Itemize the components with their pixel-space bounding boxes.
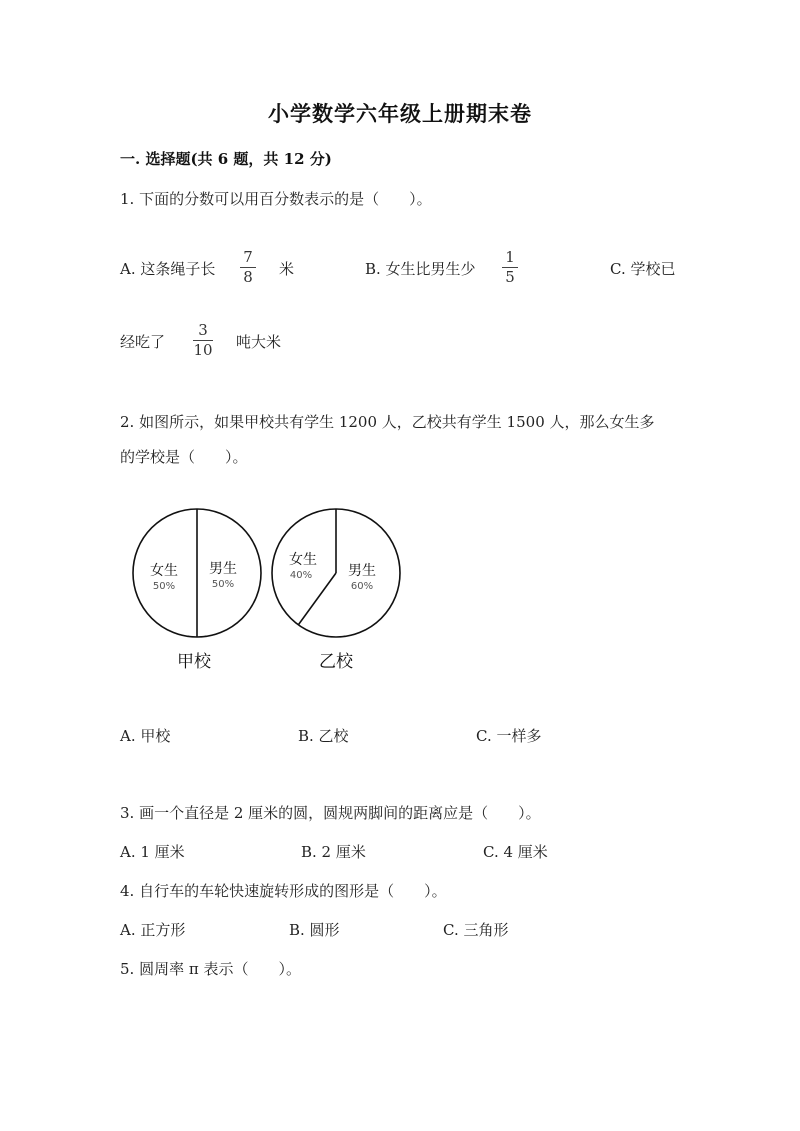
pie-a-label-boys: 男生 [209, 561, 237, 577]
q1-stem: 1. 下面的分数可以用百分数表示的是（ ）。 [120, 190, 432, 208]
q1-option-a [120, 258, 215, 279]
pie-b-label-girls: 女生 [289, 552, 317, 568]
q2-stem-line1: 2. 如图所示，如果甲校共有学生 1200 人，乙校共有学生 1500 人，那么女生多 [120, 413, 655, 431]
q1-option-a-suffix: 米 [279, 260, 295, 278]
q3-option-b: B. 2 厘米 [301, 843, 366, 861]
q4-option-a: A. 正方形 [120, 921, 186, 939]
q1-option-c-numerator: 3 [198, 321, 208, 339]
q3-option-a: A. 1 厘米 [120, 843, 185, 861]
q2-stem-line2: 的学校是（ ）。 [120, 448, 248, 466]
q1-option-b-numerator: 1 [505, 248, 515, 266]
pie-b-percent-girls: 40% [289, 570, 313, 581]
q1-option-b-fraction [502, 249, 518, 286]
q1-option-a-fraction [240, 249, 256, 286]
q1-option-c-suffix: 吨大米 [236, 333, 282, 351]
pie-b-title: 乙校 [319, 652, 353, 672]
pie-a-percent-boys: 50% [211, 579, 235, 590]
section-heading: 一. 选择题(共 6 题，共 12 分) [120, 150, 332, 168]
q3-stem: 3. 画一个直径是 2 厘米的圆，圆规两脚间的距离应是（ ）。 [120, 804, 541, 822]
q1-option-c-fraction [193, 322, 213, 359]
q2-option-b: B. 乙校 [298, 727, 349, 745]
q4-option-b: B. 圆形 [289, 921, 340, 939]
q3-option-c: C. 4 厘米 [483, 843, 548, 861]
pie-a-label-girls: 女生 [150, 563, 178, 579]
pie-a-title: 甲校 [177, 652, 211, 672]
pie-b-label-boys: 男生 [348, 563, 376, 579]
pie-chart-school-a [133, 509, 261, 672]
q1-option-a-numerator: 7 [243, 248, 253, 266]
q5-stem: 5. 圆周率 π 表示（ ）。 [120, 960, 301, 978]
q1-option-b-denominator: 5 [505, 268, 515, 286]
q2-option-c: C. 一样多 [476, 727, 542, 745]
pie-chart-school-b [272, 509, 400, 672]
q1-option-c-denominator: 10 [193, 341, 213, 359]
page-title: 小学数学六年级上册期末卷 [268, 101, 532, 126]
pie-a-percent-girls: 50% [152, 581, 176, 592]
q4-stem: 4. 自行车的车轮快速旋转形成的图形是（ ）。 [120, 882, 447, 900]
q1-option-a-prefix: A. 这条绳子长 [120, 260, 216, 278]
q1-option-b-prefix: B. 女生比男生少 [365, 260, 476, 278]
pie-b-percent-boys: 60% [350, 581, 374, 592]
q1-option-c-prefix: C. 学校已 [610, 260, 676, 278]
q1-option-a-denominator: 8 [243, 268, 253, 286]
q1-option-c-continuation: 经吃了 [120, 333, 166, 351]
q2-option-a: A. 甲校 [120, 727, 171, 745]
q2-pie-charts [120, 500, 420, 680]
q4-option-c: C. 三角形 [443, 921, 509, 939]
